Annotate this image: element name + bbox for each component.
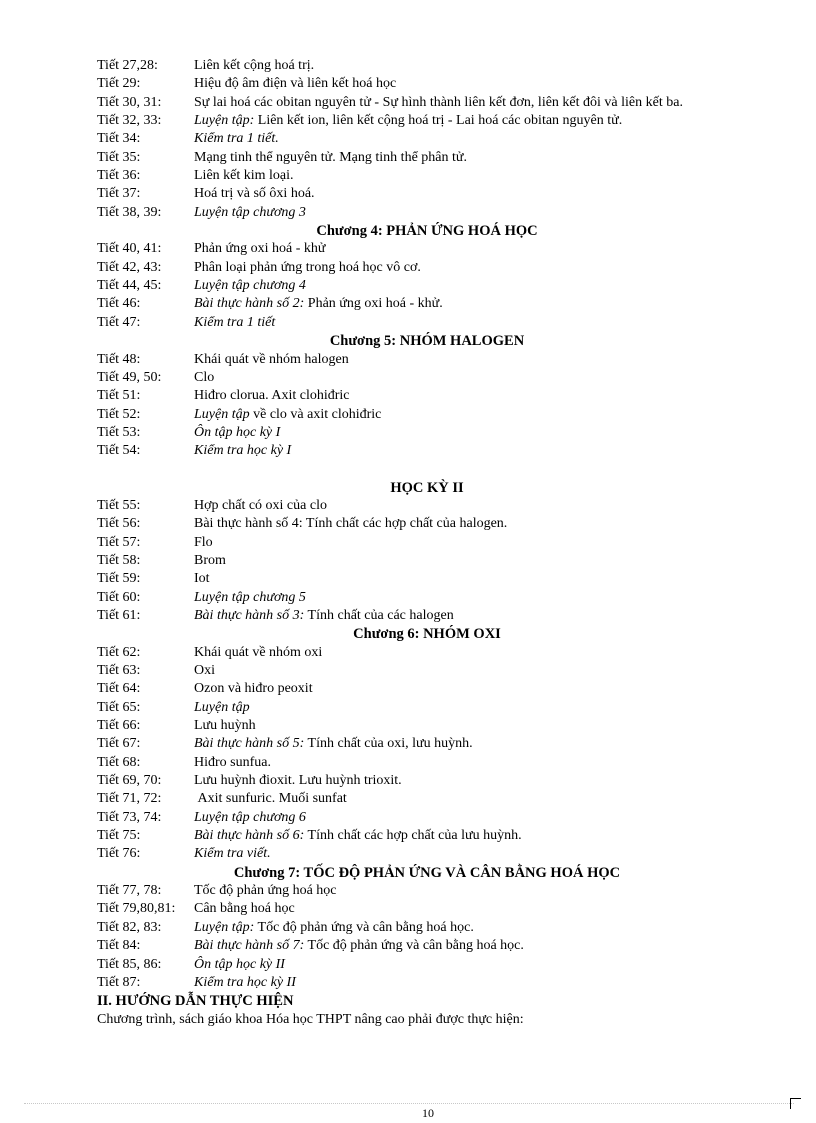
lesson-title-italic: Luyện tập chương 4 xyxy=(194,278,306,294)
lesson-title xyxy=(194,369,757,387)
lesson-title-italic: Luyện tập chương 5 xyxy=(194,589,306,605)
lesson-row xyxy=(97,680,757,698)
lesson-title-text: Brom xyxy=(194,552,226,568)
lesson-number: Tiết 27,28: xyxy=(97,58,158,73)
lesson-title-text: Lưu huỳnh xyxy=(194,718,256,734)
lesson-title-text: Phản ứng oxi hoá - khử xyxy=(194,241,326,257)
lesson-list-semester-2 xyxy=(97,497,757,625)
lesson-title-text: Mạng tinh thể nguyên tử. Mạng tinh thể phân tử. xyxy=(194,149,467,165)
lesson-row xyxy=(97,790,757,808)
lesson-title-text: Hoá trị và số ôxi hoá. xyxy=(194,186,315,202)
lesson-number: Tiết 87: xyxy=(97,974,141,990)
lesson-row xyxy=(97,497,757,515)
lesson-row xyxy=(97,974,757,992)
footer-divider xyxy=(24,1103,794,1104)
lesson-row xyxy=(97,809,757,827)
lesson-number: Tiết 29: xyxy=(97,76,141,92)
lesson-number: Tiết 62: xyxy=(97,644,141,660)
lesson-title xyxy=(194,406,757,424)
chapter-7-heading: Chương 7: TỐC ĐỘ PHẢN ỨNG VÀ CÂN BẰNG HOÁ HỌC xyxy=(233,864,621,881)
lesson-title xyxy=(194,772,757,790)
lesson-title xyxy=(194,607,757,625)
lesson-number: Tiết 84: xyxy=(97,938,141,954)
lesson-row xyxy=(97,772,757,790)
lesson-title xyxy=(194,149,757,167)
lesson-number: Tiết 52: xyxy=(97,406,141,422)
lesson-title-text: Khái quát về nhóm oxi xyxy=(194,644,323,660)
lesson-title xyxy=(194,937,757,955)
document-body xyxy=(97,57,757,1029)
lesson-row xyxy=(97,515,757,533)
lesson-number: Tiết 53: xyxy=(97,424,141,440)
lesson-number: Tiết 49, 50: xyxy=(97,369,162,385)
lesson-title xyxy=(194,295,757,313)
lesson-title-italic: Luyện tập chương 6 xyxy=(194,809,306,825)
lesson-number: Tiết 64: xyxy=(97,681,141,697)
lesson-title-italic: Bài thực hành số 3: xyxy=(194,607,305,623)
lesson-row xyxy=(97,717,757,735)
lesson-number: Tiết 46: xyxy=(97,296,141,312)
lesson-title-text: Tốc độ phản ứng và cân bằng hoá học. xyxy=(254,919,474,935)
lesson-number: Tiết 56: xyxy=(97,516,141,532)
lesson-number: Tiết 38, 39: xyxy=(97,204,162,220)
lesson-title-text: Phân loại phản ứng trong hoá học vô cơ. xyxy=(194,259,421,275)
lesson-number: Tiết 76: xyxy=(97,846,141,862)
chapter-4-heading: Chương 4: PHẢN ỨNG HOÁ HỌC xyxy=(316,223,538,240)
lesson-title xyxy=(194,552,757,570)
lesson-title xyxy=(194,827,757,845)
lesson-title-italic: Luyện tập chương 3 xyxy=(194,204,306,220)
lesson-row xyxy=(97,351,757,369)
lesson-title-text: Hợp chất có oxi của clo xyxy=(194,497,327,513)
lesson-row xyxy=(97,240,757,258)
lesson-number: Tiết 30, 31: xyxy=(97,94,162,110)
lesson-number: Tiết 34: xyxy=(97,131,141,147)
lesson-number: Tiết 44, 45: xyxy=(97,278,162,294)
lesson-title xyxy=(194,112,757,130)
lesson-title xyxy=(194,515,757,533)
lesson-title-text: Phản ứng oxi hoá - khử. xyxy=(304,296,443,312)
lesson-title-italic: Luyện tập xyxy=(194,699,250,715)
lesson-title-text: Hiđro sunfua. xyxy=(194,754,271,770)
lesson-list-chapter-5 xyxy=(97,351,757,461)
lesson-title-text: Bài thực hành số 4: Tính chất các hợp chất của halogen. xyxy=(194,516,508,532)
lesson-title xyxy=(194,94,757,112)
lesson-row xyxy=(97,130,757,148)
page-number: 10 xyxy=(422,1106,434,1120)
lesson-number: Tiết 71, 72: xyxy=(97,791,162,807)
lesson-title xyxy=(194,387,757,405)
lesson-number: Tiết 47: xyxy=(97,314,141,330)
lesson-title-text: Tính chất các hợp chất của lưu huỳnh. xyxy=(304,828,522,844)
lesson-title-text: Khái quát về nhóm halogen xyxy=(194,351,349,367)
lesson-title-italic: Bài thực hành số 6: xyxy=(194,828,305,844)
lesson-title-text: Tốc độ phản ứng hoá học xyxy=(194,883,337,899)
lesson-title-italic: Kiểm tra 1 tiết xyxy=(194,314,276,330)
lesson-row xyxy=(97,900,757,918)
lesson-title xyxy=(194,75,757,93)
lesson-number: Tiết 37: xyxy=(97,186,141,202)
lesson-row xyxy=(97,754,757,772)
lesson-title-italic: Bài thực hành số 5: xyxy=(194,736,305,752)
lesson-title xyxy=(194,845,757,863)
lesson-title-text: Liên kết kim loại. xyxy=(194,168,294,184)
lesson-title xyxy=(194,662,757,680)
lesson-title xyxy=(194,314,757,332)
lesson-title xyxy=(194,351,757,369)
lesson-number: Tiết 60: xyxy=(97,589,141,605)
lesson-row xyxy=(97,57,757,75)
lesson-number: Tiết 58: xyxy=(97,552,141,568)
lesson-title-text: Clo xyxy=(194,369,215,385)
lesson-title-text: Liên kết cộng hoá trị. xyxy=(194,58,315,73)
lesson-title-text: Hiđro clorua. Axit clohiđric xyxy=(194,388,350,404)
lesson-number: Tiết 40, 41: xyxy=(97,241,162,257)
lesson-number: Tiết 32, 33: xyxy=(97,113,162,129)
lesson-title-italic: Ôn tập học kỳ I xyxy=(194,424,281,440)
lesson-number: Tiết 55: xyxy=(97,497,141,513)
lesson-number: Tiết 73, 74: xyxy=(97,809,162,825)
lesson-number: Tiết 59: xyxy=(97,571,141,587)
lesson-title xyxy=(194,956,757,974)
lesson-row xyxy=(97,570,757,588)
lesson-number: Tiết 35: xyxy=(97,149,141,165)
lesson-title-italic: Kiểm tra 1 tiết. xyxy=(194,131,279,147)
lesson-title xyxy=(194,259,757,277)
lesson-row xyxy=(97,424,757,442)
lesson-title xyxy=(194,754,757,772)
lesson-number: Tiết 42, 43: xyxy=(97,259,162,275)
lesson-title-text: Cân bằng hoá học xyxy=(194,901,295,917)
lesson-row xyxy=(97,112,757,130)
lesson-row xyxy=(97,919,757,937)
lesson-row xyxy=(97,827,757,845)
lesson-row xyxy=(97,937,757,955)
lesson-title xyxy=(194,277,757,295)
lesson-row xyxy=(97,607,757,625)
lesson-number: Tiết 36: xyxy=(97,168,141,184)
lesson-title-text: Tính chất của các halogen xyxy=(304,607,454,623)
lesson-title-text: Tính chất của oxi, lưu huỳnh. xyxy=(304,736,473,752)
lesson-title xyxy=(194,424,757,442)
lesson-number: Tiết 85, 86: xyxy=(97,956,162,972)
lesson-list-chapter-3 xyxy=(97,57,757,222)
lesson-title xyxy=(194,717,757,735)
lesson-row xyxy=(97,552,757,570)
lesson-title-italic: Ôn tập học kỳ II xyxy=(194,956,285,972)
lesson-list-chapter-4 xyxy=(97,240,757,332)
lesson-title xyxy=(194,735,757,753)
lesson-title xyxy=(194,240,757,258)
lesson-title xyxy=(194,974,757,992)
lesson-row xyxy=(97,845,757,863)
lesson-number: Tiết 54: xyxy=(97,443,141,459)
lesson-title-text: Liên kết ion, liên kết cộng hoá trị - Lai hoá các obitan nguyên tử. xyxy=(254,113,623,129)
lesson-title xyxy=(194,497,757,515)
lesson-number: Tiết 82, 83: xyxy=(97,919,162,935)
lesson-title-italic: Bài thực hành số 2: xyxy=(194,296,305,312)
lesson-title xyxy=(194,919,757,937)
lesson-number: Tiết 75: xyxy=(97,828,141,844)
lesson-title xyxy=(194,204,757,222)
lesson-row xyxy=(97,406,757,424)
lesson-number: Tiết 67: xyxy=(97,736,141,752)
lesson-title-italic: Luyện tập: xyxy=(194,113,255,129)
lesson-title-italic: Kiểm tra học kỳ I xyxy=(194,443,292,459)
lesson-number: Tiết 68: xyxy=(97,754,141,770)
lesson-list-chapter-7 xyxy=(97,882,757,992)
lesson-row xyxy=(97,185,757,203)
lesson-title xyxy=(194,57,757,75)
lesson-title xyxy=(194,442,757,460)
lesson-title-text: Oxi xyxy=(194,663,215,678)
lesson-row xyxy=(97,882,757,900)
lesson-row xyxy=(97,277,757,295)
lesson-title-text: Tốc độ phản ứng và cân bằng hoá học. xyxy=(304,938,524,954)
lesson-title xyxy=(194,900,757,918)
lesson-number: Tiết 48: xyxy=(97,351,141,367)
lesson-row xyxy=(97,314,757,332)
lesson-number: Tiết 65: xyxy=(97,699,141,715)
lesson-title xyxy=(194,644,757,662)
lesson-title-italic: Bài thực hành số 7: xyxy=(194,938,305,954)
lesson-title-text: Flo xyxy=(194,534,213,550)
chapter-5-heading: Chương 5: NHÓM HALOGEN xyxy=(329,333,525,350)
lesson-title-italic: Luyện tập: xyxy=(194,919,255,935)
lesson-title xyxy=(194,570,757,588)
section-2-paragraph: Chương trình, sách giáo khoa Hóa học THPT nâng cao phải được thực hiện: xyxy=(97,1011,524,1027)
lesson-title xyxy=(194,882,757,900)
lesson-row xyxy=(97,369,757,387)
lesson-title xyxy=(194,185,757,203)
lesson-title-text: về clo và axit clohiđric xyxy=(249,406,382,422)
lesson-number: Tiết 77, 78: xyxy=(97,883,162,899)
lesson-title-text: Ozon và hiđro peoxit xyxy=(194,681,313,697)
lesson-number: Tiết 63: xyxy=(97,663,141,678)
lesson-title xyxy=(194,699,757,717)
lesson-title xyxy=(194,589,757,607)
lesson-title xyxy=(194,534,757,552)
lesson-title-italic: Kiểm tra học kỳ II xyxy=(194,974,296,990)
lesson-row xyxy=(97,387,757,405)
lesson-row xyxy=(97,735,757,753)
lesson-title xyxy=(194,790,757,808)
lesson-number: Tiết 69, 70: xyxy=(97,773,162,789)
lesson-row xyxy=(97,662,757,680)
lesson-row xyxy=(97,167,757,185)
lesson-title-text: Axit sunfuric. Muối sunfat xyxy=(194,791,347,807)
lesson-title xyxy=(194,130,757,148)
lesson-number: Tiết 61: xyxy=(97,607,141,623)
lesson-row xyxy=(97,589,757,607)
lesson-title-italic: Luyện tập xyxy=(194,406,250,422)
lesson-list-chapter-6 xyxy=(97,644,757,864)
lesson-row xyxy=(97,699,757,717)
lesson-title-text: Lưu huỳnh đioxit. Lưu huỳnh trioxit. xyxy=(194,773,402,789)
lesson-title xyxy=(194,167,757,185)
lesson-title-text: Sự lai hoá các obitan nguyên tử - Sự hình thành liên kết đơn, liên kết đôi và liên kết ba. xyxy=(194,94,683,110)
lesson-number: Tiết 66: xyxy=(97,718,141,734)
lesson-number: Tiết 51: xyxy=(97,388,141,404)
lesson-row xyxy=(97,644,757,662)
lesson-row xyxy=(97,204,757,222)
lesson-row xyxy=(97,295,757,313)
lesson-title xyxy=(194,809,757,827)
lesson-row xyxy=(97,75,757,93)
lesson-title-text: Iot xyxy=(194,571,210,587)
lesson-number: Tiết 79,80,81: xyxy=(97,901,176,917)
lesson-row xyxy=(97,94,757,112)
lesson-row xyxy=(97,956,757,974)
lesson-row xyxy=(97,259,757,277)
semester-2-heading: HỌC KỲ II xyxy=(390,479,464,496)
lesson-row xyxy=(97,442,757,460)
chapter-6-heading: Chương 6: NHÓM OXI xyxy=(353,626,501,643)
lesson-row xyxy=(97,149,757,167)
lesson-title xyxy=(194,680,757,698)
section-2-heading: II. HƯỚNG DẪN THỰC HIỆN xyxy=(97,993,294,1010)
lesson-number: Tiết 57: xyxy=(97,534,141,550)
lesson-title-italic: Kiểm tra viết. xyxy=(194,846,271,862)
lesson-row xyxy=(97,534,757,552)
lesson-title-text: Hiệu độ âm điện và liên kết hoá học xyxy=(194,76,397,92)
